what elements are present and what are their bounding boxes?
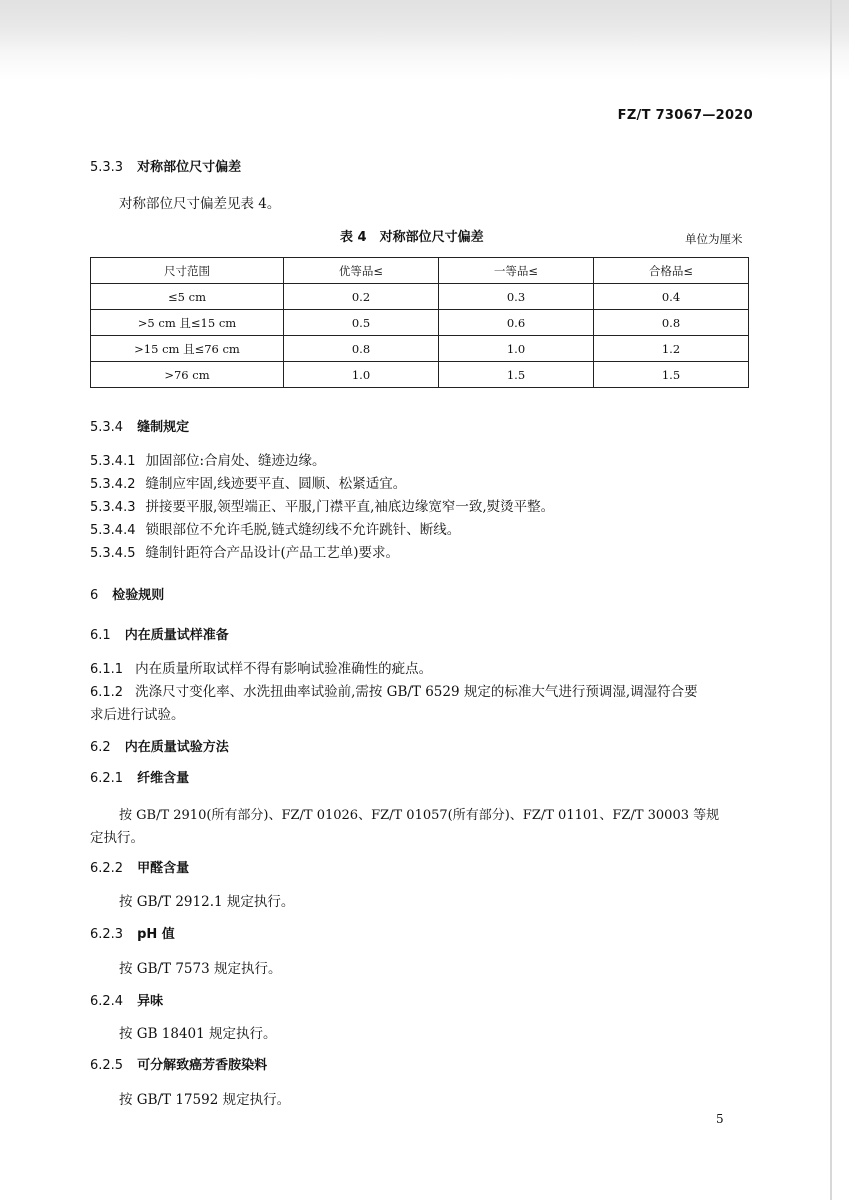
heading-6-2-4	[90, 990, 163, 1009]
paragraph-6-2-1: 按 GB/T 2910(所有部分)、FZ/T 01026、FZ/T 01057(所有部分)、FZ/T 01101、FZ/T 30003 等规	[119, 808, 720, 823]
heading-number: 6.2.3	[90, 927, 124, 942]
clause-number: 6.1.2	[90, 685, 124, 700]
table-cell: 1.5	[439, 362, 594, 388]
heading-5-3-4	[90, 416, 189, 435]
table-cell: 1.2	[594, 336, 749, 362]
paragraph-6-2-5: 按 GB/T 17592 规定执行。	[119, 1092, 291, 1108]
table-cell: 1.5	[594, 362, 749, 388]
scan-edge	[830, 0, 832, 1200]
clause-text: 锁眼部位不允许毛脱,链式缝纫线不允许跳针、断线。	[145, 522, 461, 538]
clause-5-3-4-3	[90, 495, 554, 515]
table-header-cell: 优等品≤	[284, 258, 439, 284]
clause-number: 5.3.4.4	[90, 523, 136, 538]
clause-5-3-4-5	[90, 541, 399, 561]
heading-number: 6.2.4	[90, 994, 124, 1009]
heading-6-2	[90, 736, 229, 755]
heading-number: 5.3.4	[90, 420, 124, 435]
clause-6-1-2	[90, 680, 698, 700]
table-cell: 0.8	[594, 310, 749, 336]
heading-6-2-5	[90, 1054, 267, 1073]
heading-number: 6.2.1	[90, 771, 124, 786]
table-header-row	[91, 258, 749, 284]
table-cell: 0.2	[284, 284, 439, 310]
table-cell: 1.0	[439, 336, 594, 362]
table-caption: 表 4 对称部位尺寸偏差	[340, 230, 484, 245]
heading-6-1	[90, 624, 229, 643]
clause-text: 缝制针距符合产品设计(产品工艺单)要求。	[145, 545, 400, 561]
table-cell: ≤5 cm	[91, 284, 284, 310]
heading-6-2-2	[90, 857, 189, 876]
table-row	[91, 336, 749, 362]
clause-text: 加固部位:合肩处、缝迹边缘。	[145, 453, 326, 469]
clause-text: 拼接要平服,领型端正、平服,门襟平直,袖底边缘宽窄一致,熨烫平整。	[145, 499, 555, 515]
heading-title: 纤维含量	[137, 771, 190, 786]
heading-6-2-1	[90, 767, 189, 786]
heading-title: 可分解致癌芳香胺染料	[137, 1058, 268, 1073]
scan-shadow	[0, 0, 849, 52]
heading-title: 内在质量试验方法	[124, 740, 229, 755]
paragraph-6-2-1-continued: 定执行。	[90, 830, 144, 846]
heading-6-2-3	[90, 923, 175, 942]
clause-text: 内在质量所取试样不得有影响试验准确性的疵点。	[135, 661, 433, 677]
heading-title: 甲醛含量	[137, 861, 190, 876]
table-row	[91, 284, 749, 310]
heading-number: 6.2.2	[90, 861, 124, 876]
clause-text: 缝制应牢固,线迹要平直、圆顺、松紧适宜。	[145, 476, 407, 492]
heading-number: 5.3.3	[90, 160, 124, 175]
page-number: 5	[716, 1112, 724, 1126]
clause-number: 5.3.4.3	[90, 500, 136, 515]
table-unit: 单位为厘米	[685, 232, 743, 246]
deviation-table	[90, 257, 749, 388]
clause-text: 洗涤尺寸变化率、水洗扭曲率试验前,需按 GB/T 6529 规定的标准大气进行预调湿,调湿符合要	[135, 684, 698, 700]
clause-6-1-2-continued: 求后进行试验。	[90, 707, 185, 723]
heading-title: 内在质量试样准备	[124, 628, 229, 643]
clause-number: 6.1.1	[90, 662, 124, 677]
standard-code: FZ/T 73067—2020	[617, 108, 753, 123]
table-cell: 0.3	[439, 284, 594, 310]
clause-5-3-4-1	[90, 449, 326, 469]
table-row	[91, 310, 749, 336]
table-row	[91, 362, 749, 388]
table-header-cell: 合格品≤	[594, 258, 749, 284]
paragraph-6-2-3: 按 GB/T 7573 规定执行。	[119, 961, 282, 977]
clause-number: 5.3.4.2	[90, 477, 136, 492]
clause-6-1-1	[90, 657, 432, 677]
table-cell: >15 cm 且≤76 cm	[91, 336, 284, 362]
table-header-cell: 尺寸范围	[91, 258, 284, 284]
heading-number: 6.2	[90, 740, 111, 755]
paragraph-6-2-4: 按 GB 18401 规定执行。	[119, 1026, 277, 1042]
table-cell: 0.8	[284, 336, 439, 362]
heading-title: pH 值	[137, 927, 175, 942]
heading-title: 对称部位尺寸偏差	[137, 160, 242, 175]
paragraph-6-2-2: 按 GB/T 2912.1 规定执行。	[119, 894, 295, 910]
heading-title: 异味	[137, 994, 164, 1009]
heading-title: 检验规则	[112, 588, 165, 603]
table-cell: 1.0	[284, 362, 439, 388]
paragraph-5-3-3: 对称部位尺寸偏差见表 4。	[119, 196, 281, 212]
table-cell: >5 cm 且≤15 cm	[91, 310, 284, 336]
clause-number: 5.3.4.5	[90, 546, 136, 561]
table-header-cell: 一等品≤	[439, 258, 594, 284]
table-cell: 0.5	[284, 310, 439, 336]
clause-5-3-4-2	[90, 472, 406, 492]
table-cell: 0.6	[439, 310, 594, 336]
clause-5-3-4-4	[90, 518, 460, 538]
heading-number: 6.2.5	[90, 1058, 124, 1073]
heading-number: 6	[90, 588, 99, 603]
table-cell: 0.4	[594, 284, 749, 310]
clause-number: 5.3.4.1	[90, 454, 136, 469]
heading-number: 6.1	[90, 628, 111, 643]
heading-6	[90, 584, 164, 603]
heading-5-3-3	[90, 156, 241, 175]
table-cell: >76 cm	[91, 362, 284, 388]
heading-title: 缝制规定	[137, 420, 190, 435]
